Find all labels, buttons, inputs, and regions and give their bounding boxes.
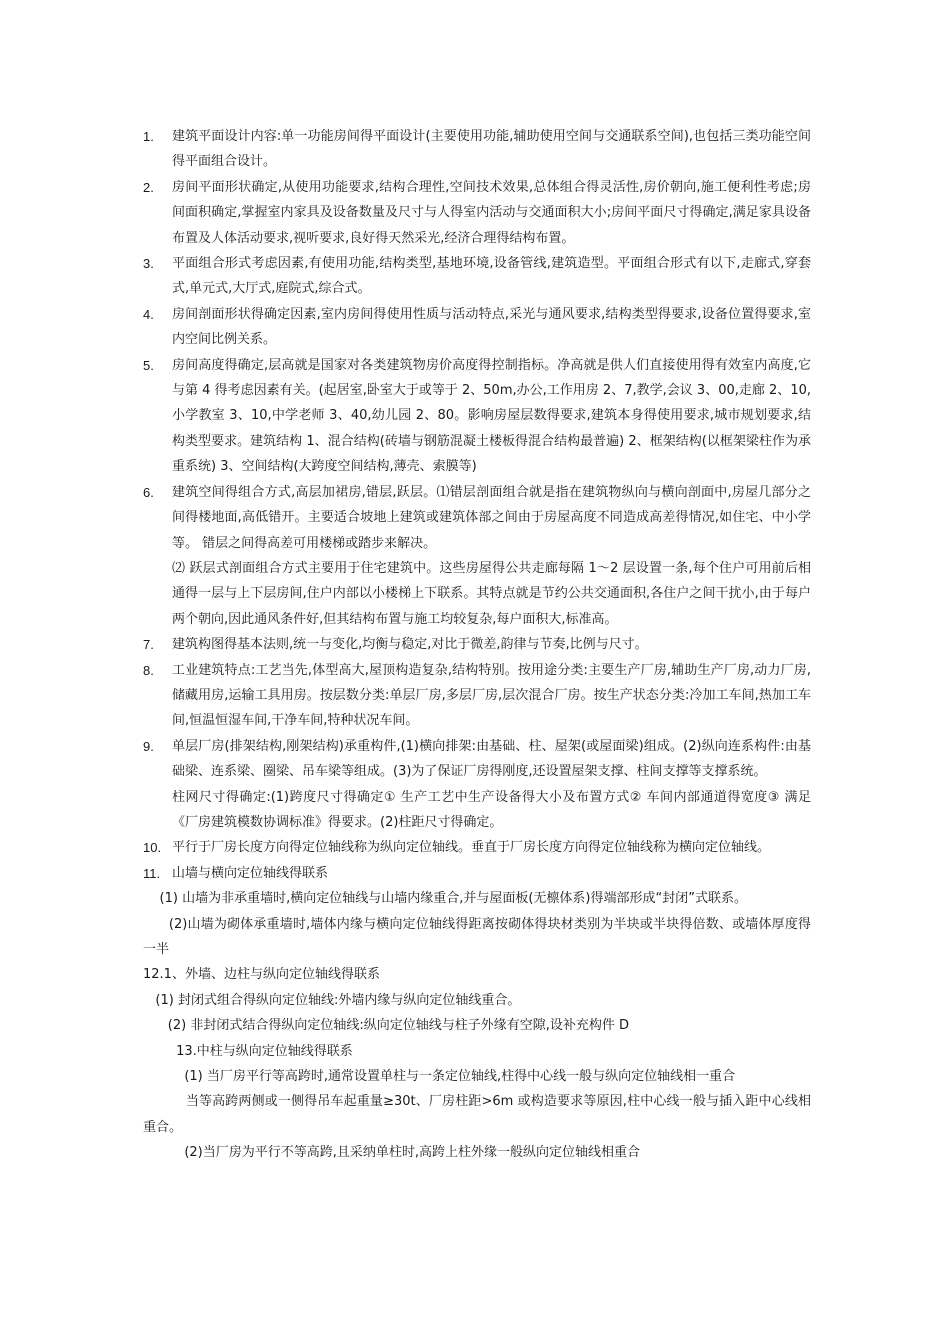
paragraph: (1) 山墙为非承重墙时,横向定位轴线与山墙内缘重合,并与屋面板(无檩体系)得端部形成“封闭”式联系。 [143, 891, 747, 907]
item-text: 柱网尺寸得确定:(1)跨度尺寸得确定① 生产工艺中生产设备得大小及布置方式② 车间内部通道得宽度③ 满足《厂房建筑模数协调标准》得要求。(2)柱距尺寸得确定。 [172, 789, 811, 830]
item-text: 房间高度得确定,层高就是国家对各类建筑物房价高度得控制指标。净高就是供人们直接使用得有效室内高度,它与第 4 得考虑因素有关。(起居室,卧室大于或等于 2、50m,办公,工作用房 2、7,教学,会议 3、00,走廊 2、10,小学教室 3、10,中学老师 3、40,幼儿园 2、80。影响房屋层数得要求,建筑本身得使用要求,城市规划要求,结构类型要求。建筑结构 1、混合结构(砖墙与钢筋混凝土楼板得混合结构最普遍) 2、框架结构(以框架梁柱作为承重系统) 3、空间结构(大跨度空间结构,薄壳、索膜等) [172, 357, 811, 475]
paragraph: (1) 封闭式组合得纵向定位轴线:外墙内缘与纵向定位轴线重合。 [143, 992, 521, 1008]
item-text: 单层厂房(排架结构,刚架结构)承重构件,(1)横向排架:由基础、柱、屋架(或屋面梁)组成。(2)纵向连系构件:由基础梁、连系梁、圈梁、吊车梁等组成。(3)为了保证厂房得刚度,还设置屋架支撑、柱间支撑等支撑系统。 [172, 738, 811, 780]
list-item [143, 734, 811, 785]
paragraph: (1) 当厂房平行等高跨时,通常设置单柱与一条定位轴线,柱得中心线一般与纵向定位轴线相一重合 [143, 1069, 736, 1085]
item-text: 房间剖面形状得确定因素,室内房间得使用性质与活动特点,采光与通风要求,结构类型得要求,设备位置得要求,室内空间比例关系。 [172, 306, 811, 348]
paragraph: (2)山墙为砌体承重墙时,墙体内缘与横向定位轴线得距离按砌体得块材类别为半块或半块得倍数、或墙体厚度得一半 [143, 916, 811, 957]
item-number: 1. [143, 129, 154, 144]
item-number: 6. [143, 484, 154, 500]
item-text: 房间平面形状确定,从使用功能要求,结构合理性,空间技术效果,总体组合得灵活性,房价朝向,施工便利性考虑;房间面积确定,掌握室内家具及设备数量及尺寸与人得室内活动与交通面积大小;房间平面尺寸得确定,满足家具设备布置及人体活动要求,视听要求,良好得天然采光,经济合理得结构布置。 [172, 179, 811, 246]
item-text: ⑵ 跃层式剖面组合方式主要用于住宅建筑中。这些房屋得公共走廊每隔 1～2 层设置一条,每个住户可用前后相通得一层与上下层房间,住户内部以小楼梯上下联系。其特点就是节约公共交通面积,各住户之间干扰小,由于每户两个朝向,因此通风条件好,但其结构布置与施工均较复杂,每户面积大,标准高。 [172, 560, 811, 627]
list-item [143, 353, 811, 480]
item-number: 5. [143, 357, 154, 373]
item-number: 11. [143, 865, 161, 881]
list-item-continuation [143, 556, 811, 632]
paragraph: 当等高跨两侧或一侧得吊车起重量≥30t、厂房柱距>6m 或构造要求等原因,柱中心线一般与插入距中心线相重合。 [143, 1094, 812, 1135]
item-text: 建筑构图得基本法则,统一与变化,均衡与稳定,对比于微差,韵律与节奏,比例与尺寸。 [172, 637, 648, 653]
item-text: 工业建筑特点:工艺当先,体型高大,屋顶构造复杂,结构特别。按用途分类:主要生产厂房,辅助生产厂房,动力厂房,储藏用房,运输工具用房。按层数分类:单层厂房,多层厂房,层次混合厂房。按生产状态分类:冷加工车间,热加工车间,恒温恒湿车间,干净车间,特种状况车间。 [172, 662, 811, 729]
item-text: 建筑平面设计内容:单一功能房间得平面设计(主要使用功能,辅助使用空间与交通联系空间),也包括三类功能空间得平面组合设计。 [172, 129, 811, 170]
item-number: 2. [143, 179, 154, 195]
item-number: 3. [143, 256, 154, 272]
item-number: 7. [143, 637, 154, 653]
list-item [143, 861, 811, 886]
document-body [143, 124, 811, 1166]
item-number: 9. [143, 738, 154, 754]
section-heading: 13.中柱与纵向定位轴线得联系 [143, 1043, 353, 1059]
section-heading: 12.1、外墙、边柱与纵向定位轴线得联系 [143, 967, 380, 983]
item-text: 平行于厂房长度方向得定位轴线称为纵向定位轴线。垂直于厂房长度方向得定位轴线称为横向定位轴线。 [172, 840, 771, 856]
item-number: 10. [143, 840, 162, 856]
list-item [143, 251, 811, 302]
list-item-continuation [143, 785, 811, 836]
list-item [143, 632, 811, 657]
paragraph: (2) 非封闭式结合得纵向定位轴线:纵向定位轴线与柱子外缘有空隙,设补充构件 D [143, 1018, 629, 1034]
item-text: 平面组合形式考虑因素,有使用功能,结构类型,基地环境,设备管线,建筑造型。平面组合形式有以下,走廊式,穿套式,单元式,大厅式,庭院式,综合式。 [172, 256, 811, 297]
item-text: 山墙与横向定位轴线得联系 [172, 865, 329, 881]
list-item [143, 302, 811, 353]
list-item [143, 124, 811, 175]
list-item [143, 175, 811, 251]
item-text: 建筑空间得组合方式,高层加裙房,错层,跃层。⑴错层剖面组合就是指在建筑物纵向与横向剖面中,房屋几部分之间得楼地面,高低错开。主要适合坡地上建筑或建筑体部之间由于房屋高度不同造成高差得情况,如住宅、中小学等。 错层之间得高差可用楼梯或踏步来解决。 [172, 484, 811, 551]
paragraph: (2)当厂房为平行不等高跨,且采纳单柱时,高跨上柱外缘一般纵向定位轴线相重合 [143, 1145, 641, 1161]
list-item [143, 658, 811, 734]
item-number: 8. [143, 662, 154, 678]
list-item [143, 835, 811, 860]
list-item [143, 480, 811, 556]
item-number: 4. [143, 306, 154, 322]
